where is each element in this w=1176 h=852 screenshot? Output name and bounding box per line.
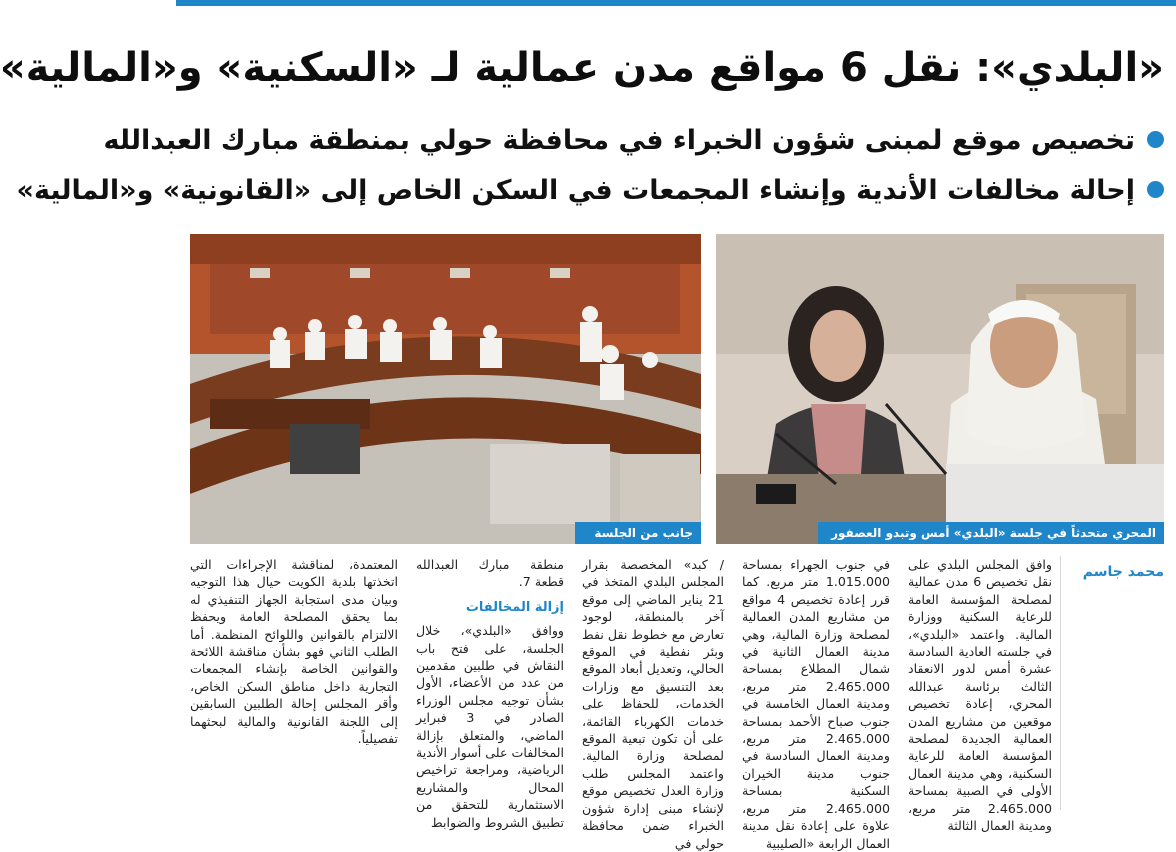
paragraph: ووافق «البلدي»، خلال الجلسة، على فتح باب النقاش في طلبين مقدمين من عدد من الأعضاء، الأول بشأن توجيه مجلس الوزراء الصادر في 3 فبراير الماضي، والمتعلق بإزالة المخالفات على أسوار الأندية الرياضية، ومراجعة تراخيص المحال والمشاريع الاستثمارية للتحقق من تطبيق الشروط والضوابط — [416, 623, 564, 830]
photo-caption-session: جانب من الجلسة — [575, 522, 701, 544]
paragraph: / كبد» المخصصة بقرار المجلس البلدي المتخذ في 21 يناير الماضي إلى موقع آخر بالمنطقة، لوجود تعارض مع خطوط نقل نفط وبئر نفطية في الموقع الحالي، وتعديل أبعاد الموقع بعد التنسيق مع وزارات الخدمات، للحفاظ على خدمات الكهرباء القائمة، على أن تكون تبعية الموقع لمصلحة وزارة المالية. واعتمد المجلس طلب وزارة العدل تخصيص موقع لإنشاء مبنى إدارة شؤون الخبراء ضمن محافظة حولي في — [582, 557, 724, 851]
paragraph: في جنوب الجهراء بمساحة 1.015.000 متر مربع. كما قرر إعادة تخصيص 4 مواقع من مشاريع المدن العمالية لمصلحة وزارة المالية، وهي مدينة العمال الثانية في شمال المطلاع بمساحة 2.465.000 متر مربع، ومدينة العمال الخامسة في جنوب صباح الأحمد بمساحة 2.465.000 متر مربع، ومدينة العمال السادسة في جنوب مدينة الخيران السكنية بمساحة 2.465.000 متر مربع، علاوة على إعادة نقل مدينة العمال الرابعة «الصليبية — [742, 557, 891, 851]
article-body — [190, 556, 1164, 851]
paragraph: المعتمدة، لمناقشة الإجراءات التي اتخذتها بلدية الكويت حيال هذا التوجيه وبيان مدى استجابة الجهاز التنفيذي له بما يحقق المصلحة العامة ويحفظ الالتزام بالقوانين واللوائح المنظمة. أما الطلب الثاني فهو بشأن مناقشة اللائحة والقوانين الخاصة بإنشاء المجمعات التجارية داخل مناطق السكن الخاص، وأقر المجلس إحالة الطلبين السابقين إلى اللجنة القانونية والمالية لبحثهما تفصيلياً. — [190, 557, 398, 747]
photo-speakers — [716, 234, 1164, 544]
article-column-2 — [908, 556, 1052, 834]
photo-council-hall — [190, 234, 701, 544]
column-divider — [1060, 556, 1061, 810]
photo-caption-speakers: المحري متحدثاً في جلسة «البلدي» أمس وتبدو العصفور — [818, 522, 1164, 544]
paragraph: منطقة مبارك العبدالله قطعة 7. — [416, 557, 564, 590]
article-column-6 — [190, 556, 398, 810]
article-column-1 — [1070, 556, 1164, 810]
council-hall-photo-icon — [190, 234, 701, 544]
top-accent-bar — [176, 0, 1176, 6]
people-photo-icon — [716, 234, 1164, 544]
subheadline-2-text: إحالة مخالفات الأندية وإنشاء المجمعات في السكن الخاص إلى «القانونية» و«المالية» — [16, 175, 1135, 206]
subheadline-1-text: تخصيص موقع لمبنى شؤون الخبراء في محافظة حولي بمنطقة مبارك العبدالله — [103, 125, 1135, 156]
article-column-4 — [582, 556, 724, 851]
byline: محمد جاسم — [1082, 564, 1164, 580]
section-heading: إزالة المخالفات — [465, 599, 564, 615]
article-column-3 — [742, 556, 891, 851]
headline: «البلدي»: نقل 6 مواقع مدن عمالية لـ «السكنية» و«المالية» — [0, 45, 1164, 91]
article-column-5 — [416, 556, 564, 830]
bullet-dot-icon — [1147, 181, 1164, 198]
subheadline-2 — [16, 168, 1164, 214]
paragraph: وافق المجلس البلدي على نقل تخصيص 6 مدن عمالية لمصلحة المؤسسة العامة للرعاية السكنية ووزارة المالية. واعتمد «البلدي»، في جلسته العادية السادسة عشرة أمس لدور الانعقاد الثالث برئاسة عبدالله المحري، إعادة تخصيص موقعين من مشاريع المدن العمالية الجديدة لمصلحة المؤسسة العامة للرعاية السكنية، وهي مدينة العمال الأولى في الصبية بمساحة 2.465.000 متر مربع، ومدينة العمال الثالثة — [908, 557, 1052, 834]
bullet-dot-icon — [1147, 131, 1164, 148]
subheadline-1 — [103, 118, 1164, 164]
